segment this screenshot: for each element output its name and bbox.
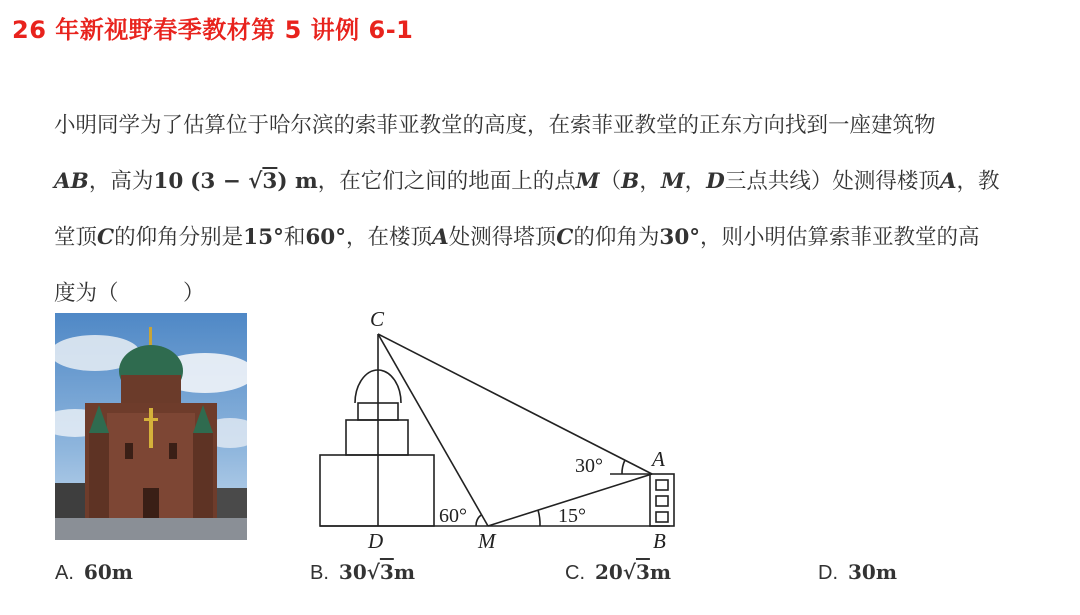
problem-line-3 [54,210,1064,266]
label-m: M [478,529,496,553]
option-b[interactable] [310,560,415,585]
label-b: B [653,529,666,553]
option-c[interactable] [565,560,671,585]
church-mid [346,420,408,455]
problem-line-4: 度为（ ） [54,281,205,306]
text-fragment: 和 [283,225,306,250]
option-value: 60m [83,560,133,584]
problem-line-2 [54,154,1064,210]
option-unit: m [393,560,415,584]
building-window [656,512,668,522]
expr-close: ) m [277,169,318,194]
text-fragment: （ [599,169,622,194]
text-fragment: ，在它们之间的地面上的点 [317,169,576,194]
text-fragment: ，教 [956,169,1000,194]
geometry-diagram [310,300,700,559]
option-unit: m [649,560,672,584]
label-c: C [370,307,385,331]
var-c: C [97,225,115,250]
arc-30 [622,460,625,474]
text-fragment: 处测得塔顶 [448,225,557,250]
arc-15 [538,510,540,526]
number-10: 10 [153,169,184,194]
text-fragment: 的仰角分别是 [114,225,244,250]
page-title: 26 年新视野春季教材第 5 讲例 6-1 [12,16,414,44]
var-a: A [939,169,957,194]
building-ab [650,474,674,526]
diagram-svg [310,300,700,555]
angle-60: 60° [305,225,347,250]
var-a: A [432,225,449,250]
cathedral-photo [55,313,247,540]
text-fragment: ，高为 [88,169,154,194]
label-angle-30: 30° [575,455,603,477]
arc-60 [476,515,481,526]
answer-options [0,560,1080,600]
angle-30: 30° [659,225,701,250]
option-value: 30m [848,560,897,584]
var-m: M [660,169,685,194]
var-m: M [575,169,600,194]
building-window [656,480,668,490]
segment-ca [378,334,652,474]
text-fragment: 的仰角为 [573,225,660,250]
problem-statement [54,98,1064,322]
label-d: D [368,529,384,553]
cathedral-illustration [55,313,247,540]
text-fragment: ， [684,169,707,194]
text-fragment: ，在楼顶 [346,225,433,250]
problem-line-1: 小明同学为了估算位于哈尔滨的索菲亚教堂的高度，在索菲亚教堂的正东方向找到一座建筑物 [54,113,936,138]
church-base [320,455,434,526]
option-letter: A. [55,562,74,584]
building-window [656,496,668,506]
var-b: B [621,169,640,194]
option-value: 20√ [595,560,636,584]
option-letter: B. [310,562,329,584]
option-root: 3 [379,560,394,584]
label-angle-60: 60° [439,505,467,527]
option-letter: C. [565,562,585,584]
text-fragment: 堂顶 [54,225,98,250]
angle-15: 15° [243,225,284,250]
expr-open: (3 − √ [190,169,263,194]
expr-root: 3 [262,169,278,194]
option-value: 30√ [338,560,380,584]
option-letter: D. [818,562,838,584]
option-a[interactable] [55,560,133,585]
label-angle-15: 15° [558,505,586,527]
var-ab: AB [54,169,89,194]
label-a: A [652,447,665,471]
text-fragment: ， [639,169,661,194]
option-root: 3 [635,560,650,584]
var-d: D [706,169,725,194]
text-fragment: 三点共线）处测得楼顶 [724,169,940,194]
option-d[interactable] [818,560,897,585]
var-c: C [556,225,574,250]
text-fragment: ，则小明估算索菲亚教堂的高 [700,225,980,250]
